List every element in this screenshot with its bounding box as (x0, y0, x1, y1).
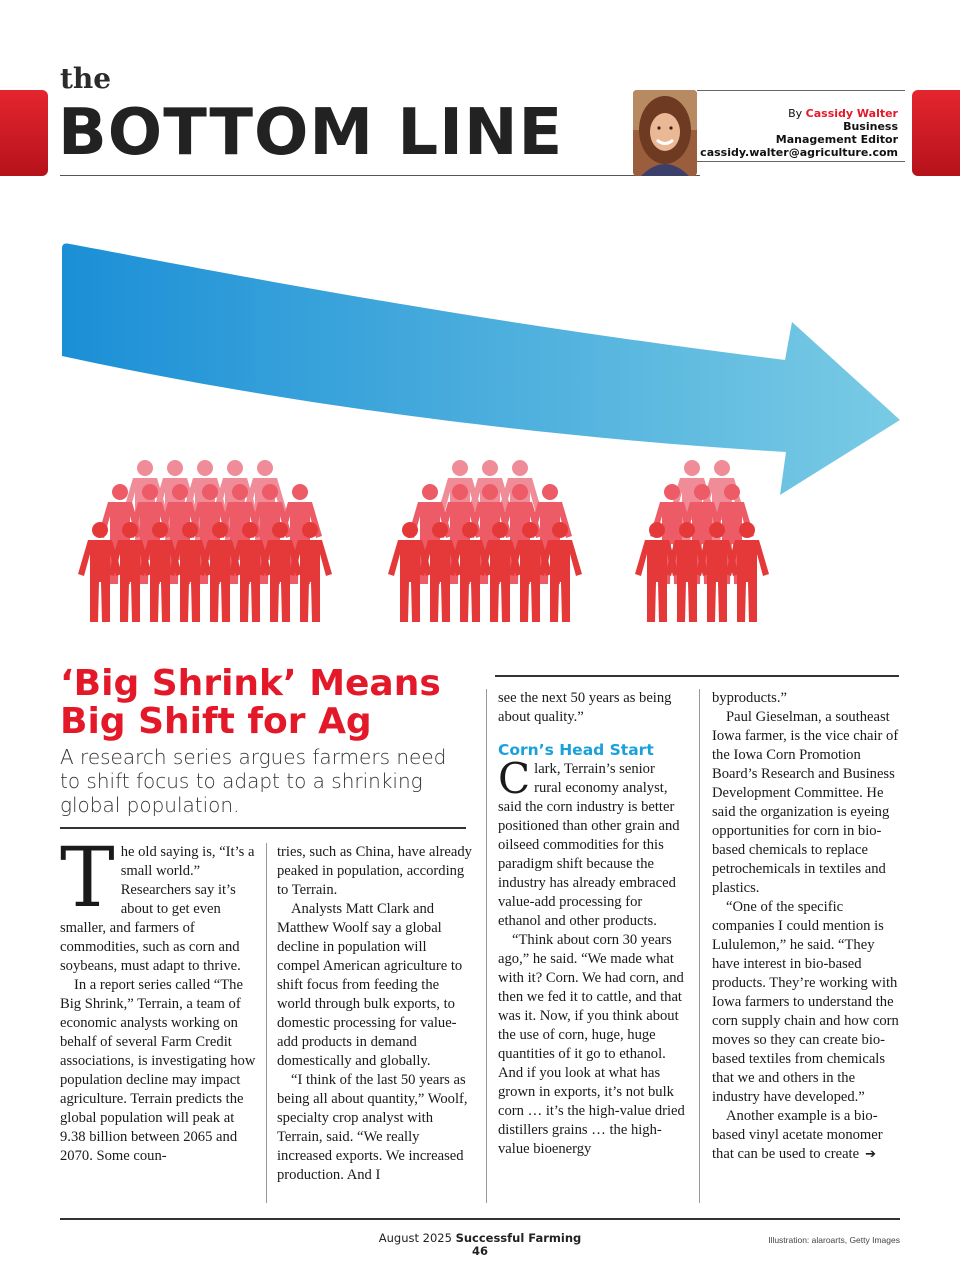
paragraph: “One of the specific companies I could mention is Lululemon,” he said. “They have interest in bio-based products. They’re working with Iowa farmers to understand the corn supply chain and how corn moves so they can create bio-based textiles from chemicals that we and others in the industry have developed.” (712, 899, 899, 1105)
publication-name: Successful Farming (455, 1231, 582, 1245)
downward-arrow-shape (62, 244, 900, 496)
byline-prefix: By (788, 107, 806, 120)
section-subhead: Corn’s Head Start (498, 741, 654, 759)
footer-rule (60, 1218, 900, 1220)
left-red-tab (0, 90, 48, 176)
author-email[interactable]: cassidy.walter@agriculture.com (700, 146, 898, 159)
page-number: 46 (471, 1244, 488, 1258)
issue-date: August 2025 (378, 1231, 456, 1245)
column-rule-3 (699, 689, 700, 1203)
people-crowds (78, 460, 769, 622)
article-dek: A research series argues farmers need to shift focus to adapt to a shrinking global population. (60, 745, 447, 817)
section-masthead: BOTTOM LINE (58, 96, 564, 170)
paragraph: “Think about corn 30 years ago,” he said. “We made what with it? Corn. We had corn, and then we fed it to cattle, and that was it. Now, if you think about the use of corn, huge, huge quantities of it go to ethanol. And if you look at what has grown in exports, it’s not bulk corn … it’s the high-value dried distillers grains … the high-value bioenergy (498, 932, 685, 1157)
author-name: Cassidy Walter (805, 107, 898, 120)
author-photo (633, 90, 697, 176)
paragraph: In a report series called “The Big Shrink,” Terrain, a team of economic analysts working on behalf of several Farm Credit associations, is investigating how population decline may impact agriculture. Terrain predicts the global population will peak at 9.38 billion between 2065 and 2070. Some coun- (60, 977, 256, 1164)
dek-rule (60, 827, 466, 829)
author-title-line2: Management Editor (775, 133, 898, 146)
drop-cap: C (498, 754, 531, 803)
paragraph: “I think of the last 50 years as being all about quantity,” Woolf, specialty crop analyst with Terrain, said. “We really increased exports. We increased production. And I (277, 1072, 468, 1183)
article-column-1 (60, 831, 256, 1166)
paragraph: see the next 50 years as being about quality.” (498, 690, 672, 725)
paragraph: Analysts Matt Clark and Matthew Woolf say a global decline in population will compel American agriculture to shift focus from feeding the world through bulk exports, to domestic processing for value-add products in demand domestically and globally. (277, 901, 463, 1069)
section-kicker: the (60, 62, 112, 95)
paragraph: Paul Gieselman, a southeast Iowa farmer, is the vice chair of the Iowa Corn Promotion Board’s Research and Business Development Committee. He said the organization is eyeing opportunities for corn in bio-based chemicals to replace petrochemicals in textiles and plastics. (712, 709, 899, 896)
column-rule-2 (486, 689, 487, 1203)
page-folio (330, 1232, 630, 1258)
article-column-2 (277, 843, 473, 1185)
author-title-line1: Business (843, 120, 898, 133)
illustration-svg (40, 230, 920, 650)
article-column-4 (712, 689, 900, 1164)
right-red-tab (912, 90, 960, 176)
paragraph: byproducts.” (712, 690, 787, 706)
illustration-credit: Illustration: alaroarts, Getty Images (768, 1235, 900, 1245)
article-headline: ‘Big Shrink’ Means Big Shift for Ag (60, 663, 441, 742)
article-column-3 (498, 689, 686, 1159)
drop-cap: T (60, 831, 115, 926)
continue-arrow-icon: ➔ (865, 1147, 876, 1162)
shrinking-population-illustration (40, 230, 920, 650)
author-byline (700, 107, 898, 159)
column-rule-1 (266, 843, 267, 1203)
paragraph: Another example is a bio-based vinyl acetate monomer that can be used to create (712, 1108, 883, 1162)
paragraph: tries, such as China, have already peaked in population, according to Terrain. (277, 844, 472, 898)
header-rule (60, 175, 700, 176)
right-columns-top-rule (495, 675, 899, 677)
paragraph: he old saying is, “It’s a small world.” Researchers say it’s about to get even smaller, and farmers of commodities, such as corn and soybeans, must adapt to thrive. (60, 844, 255, 974)
paragraph: lark, Terrain’s senior rural economy analyst, said the corn industry is better positioned than other grain and oilseed commodities for this paradigm shift because the industry has already embraced value-add processing for ethanol and other products. (498, 761, 680, 929)
